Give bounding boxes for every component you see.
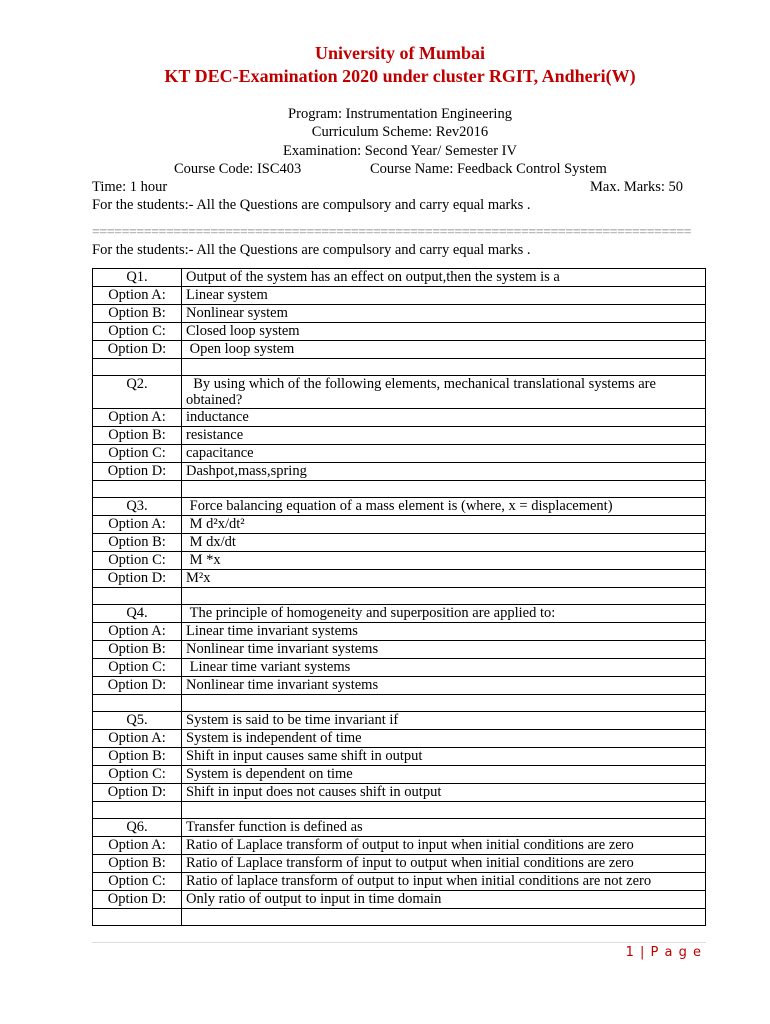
option-text: Ratio of Laplace transform of input to output when initial conditions are zero [182,855,706,873]
option-label: Option A: [93,516,182,534]
question-row [93,819,706,837]
option-text: Shift in input causes same shift in output [182,748,706,766]
option-text: Nonlinear time invariant systems [182,677,706,695]
question-text: By using which of the following elements, mechanical translational systems are obtained? [182,376,706,409]
spacer-cell [93,909,182,926]
option-row [93,409,706,427]
option-row [93,463,706,481]
option-text: System is independent of time [182,730,706,748]
option-row [93,748,706,766]
option-row [93,891,706,909]
option-label: Option A: [93,409,182,427]
option-row [93,552,706,570]
option-text: Linear system [182,287,706,305]
question-row [93,712,706,730]
spacer-cell [182,695,706,712]
instructions: For the students:- All the Questions are compulsory and carry equal marks . [92,197,531,213]
option-row [93,516,706,534]
option-label: Option C: [93,445,182,463]
spacer-cell [182,909,706,926]
question-row [93,269,706,287]
option-text: Linear time invariant systems [182,623,706,641]
exam-title: KT DEC-Examination 2020 under cluster RGIT, Andheri(W) [164,66,636,86]
spacer-cell [93,695,182,712]
questions-table [92,268,706,926]
spacer-cell [93,588,182,605]
option-text: System is dependent on time [182,766,706,784]
question-row [93,376,706,409]
option-row [93,855,706,873]
spacer-cell [93,481,182,498]
question-text: The principle of homogeneity and superposition are applied to: [182,605,706,623]
option-label: Option A: [93,730,182,748]
question-number: Q1. [93,269,182,287]
option-label: Option D: [93,891,182,909]
question-number: Q3. [93,498,182,516]
question-row [93,605,706,623]
option-text: Shift in input does not causes shift in output [182,784,706,802]
spacer-row [93,588,706,605]
option-row [93,305,706,323]
option-text: resistance [182,427,706,445]
option-text: M *x [182,552,706,570]
option-row [93,766,706,784]
option-label: Option C: [93,552,182,570]
spacer-cell [182,481,706,498]
option-label: Option D: [93,341,182,359]
option-text: M dx/dt [182,534,706,552]
option-label: Option B: [93,855,182,873]
option-text: Linear time variant systems [182,659,706,677]
option-row [93,659,706,677]
option-text: capacitance [182,445,706,463]
option-row [93,641,706,659]
examination-line: Examination: Second Year/ Semester IV [283,143,517,159]
option-label: Option B: [93,305,182,323]
question-number: Q2. [93,376,182,409]
option-label: Option C: [93,873,182,891]
option-row [93,730,706,748]
spacer-cell [182,359,706,376]
option-row [93,623,706,641]
spacer-cell [93,359,182,376]
footer-divider [92,942,706,943]
spacer-row [93,695,706,712]
question-text: System is said to be time invariant if [182,712,706,730]
option-text: M d²x/dt² [182,516,706,534]
option-row [93,873,706,891]
option-label: Option C: [93,323,182,341]
spacer-cell [93,802,182,819]
course-name: Course Name: Feedback Control System [370,161,607,177]
option-text: Dashpot,mass,spring [182,463,706,481]
question-row [93,498,706,516]
course-code: Course Code: ISC403 [174,161,302,177]
option-label: Option B: [93,748,182,766]
option-row [93,341,706,359]
spacer-row [93,909,706,926]
option-row [93,677,706,695]
spacer-row [93,481,706,498]
question-text: Output of the system has an effect on output,then the system is a [182,269,706,287]
spacer-cell [182,802,706,819]
option-row [93,323,706,341]
question-number: Q4. [93,605,182,623]
option-label: Option D: [93,677,182,695]
time-label: Time: 1 hour [92,179,168,195]
option-row [93,570,706,588]
option-text: M²x [182,570,706,588]
option-label: Option D: [93,463,182,481]
max-marks-label: Max. Marks: 50 [590,179,684,195]
page-number: 1 | P a g e [625,945,702,960]
option-label: Option B: [93,534,182,552]
option-text: Open loop system [182,341,706,359]
university-title: University of Mumbai [315,43,485,63]
option-row [93,287,706,305]
option-row [93,784,706,802]
option-label: Option D: [93,784,182,802]
option-row [93,445,706,463]
question-text: Force balancing equation of a mass element is (where, x = displacement) [182,498,706,516]
instructions-repeat: For the students:- All the Questions are compulsory and carry equal marks . [92,242,531,258]
option-label: Option A: [93,837,182,855]
option-label: Option D: [93,570,182,588]
option-label: Option A: [93,623,182,641]
option-text: Closed loop system [182,323,706,341]
question-number: Q6. [93,819,182,837]
option-text: inductance [182,409,706,427]
option-text: Ratio of Laplace transform of output to input when initial conditions are zero [182,837,706,855]
option-row [93,427,706,445]
option-label: Option B: [93,427,182,445]
scheme-line: Curriculum Scheme: Rev2016 [311,124,489,140]
option-row [93,534,706,552]
option-label: Option C: [93,766,182,784]
program-line: Program: Instrumentation Engineering [288,106,512,122]
separator-line: ================================================================================= [92,225,692,240]
option-text: Nonlinear time invariant systems [182,641,706,659]
option-row [93,837,706,855]
option-text: Ratio of laplace transform of output to input when initial conditions are not zero [182,873,706,891]
question-number: Q5. [93,712,182,730]
spacer-row [93,359,706,376]
spacer-cell [182,588,706,605]
option-label: Option A: [93,287,182,305]
spacer-row [93,802,706,819]
option-label: Option B: [93,641,182,659]
option-text: Nonlinear system [182,305,706,323]
option-text: Only ratio of output to input in time domain [182,891,706,909]
option-label: Option C: [93,659,182,677]
question-text: Transfer function is defined as [182,819,706,837]
